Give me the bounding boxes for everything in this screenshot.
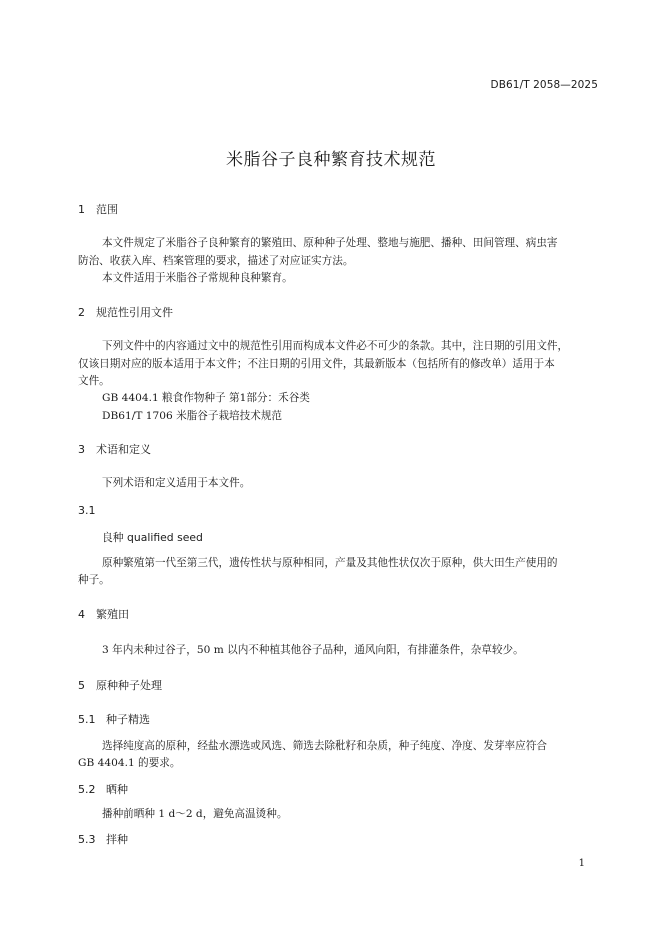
paragraph-line: 选择纯度高的原种，经盐水漂选或风选、筛选去除秕籽和杂质，种子纯度、净度、发芽率应符合	[102, 740, 547, 752]
section-title: 原种种子处理	[96, 679, 162, 692]
subsection-title: 种子精选	[106, 713, 150, 726]
paragraph-line: 3 年内未种过谷子，50 m 以内不种植其他谷子品种，通风向阳，有排灌条件，杂草较少。	[102, 644, 524, 656]
paragraph-line: 防治、收获入库、档案管理的要求，描述了对应证实方法。	[78, 255, 354, 267]
section-2-heading	[78, 304, 173, 320]
reference-item: DB61/T 1706 米脂谷子栽培技术规范	[102, 410, 283, 422]
section-title: 规范性引用文件	[96, 306, 173, 319]
term-heading: 良种 qualified seed	[102, 531, 203, 544]
reference-item: GB 4404.1 粮食作物种子 第1部分：禾谷类	[102, 392, 310, 404]
section-title: 繁殖田	[96, 608, 129, 621]
section-title: 范围	[96, 203, 118, 216]
paragraph-line: 种子。	[78, 574, 110, 586]
section-5-heading	[78, 677, 162, 693]
subsection-5-3-heading	[78, 831, 128, 847]
section-4-heading	[78, 606, 129, 622]
section-title: 术语和定义	[96, 443, 151, 456]
subsection-title: 晒种	[106, 783, 128, 796]
paragraph-line: 下列文件中的内容通过文中的规范性引用而构成本文件必不可少的条款。其中，注日期的引用文件，	[102, 340, 569, 352]
paragraph-line: 本文件适用于米脂谷子常规种良种繁育。	[102, 272, 293, 284]
paragraph-line: 文件。	[78, 375, 110, 387]
section-number: 2	[78, 306, 85, 319]
subsection-5-1-heading	[78, 711, 150, 727]
subsection-number: 5.1	[78, 713, 96, 726]
section-3-heading	[78, 441, 151, 457]
term-number: 3.1	[78, 504, 96, 517]
document-code: DB61/T 2058—2025	[490, 79, 598, 91]
paragraph-line: 本文件规定了米脂谷子良种繁育的繁殖田、原种种子处理、整地与施肥、播种、田间管理、病虫害	[102, 237, 558, 249]
section-number: 5	[78, 679, 85, 692]
page-number: 1	[578, 858, 585, 869]
subsection-title: 拌种	[106, 833, 128, 846]
section-number: 1	[78, 203, 85, 216]
paragraph-line: 仅该日期对应的版本适用于本文件；不注日期的引用文件，其最新版本（包括所有的修改单）适用于本	[78, 358, 555, 370]
subsection-5-2-heading	[78, 781, 128, 797]
paragraph-line: GB 4404.1 的要求。	[78, 757, 181, 769]
subsection-number: 5.2	[78, 783, 96, 796]
section-1-heading	[78, 201, 118, 217]
paragraph-line: 播种前晒种 1 d～2 d，避免高温烫种。	[102, 808, 288, 820]
paragraph-line: 原种繁殖第一代至第三代，遗传性状与原种相同，产量及其他性状仅次于原种，供大田生产使用的	[102, 557, 558, 569]
section-number: 3	[78, 443, 85, 456]
document-title: 米脂谷子良种繁育技术规范	[226, 150, 436, 170]
subsection-number: 5.3	[78, 833, 96, 846]
paragraph-line: 下列术语和定义适用于本文件。	[102, 477, 251, 489]
section-number: 4	[78, 608, 85, 621]
